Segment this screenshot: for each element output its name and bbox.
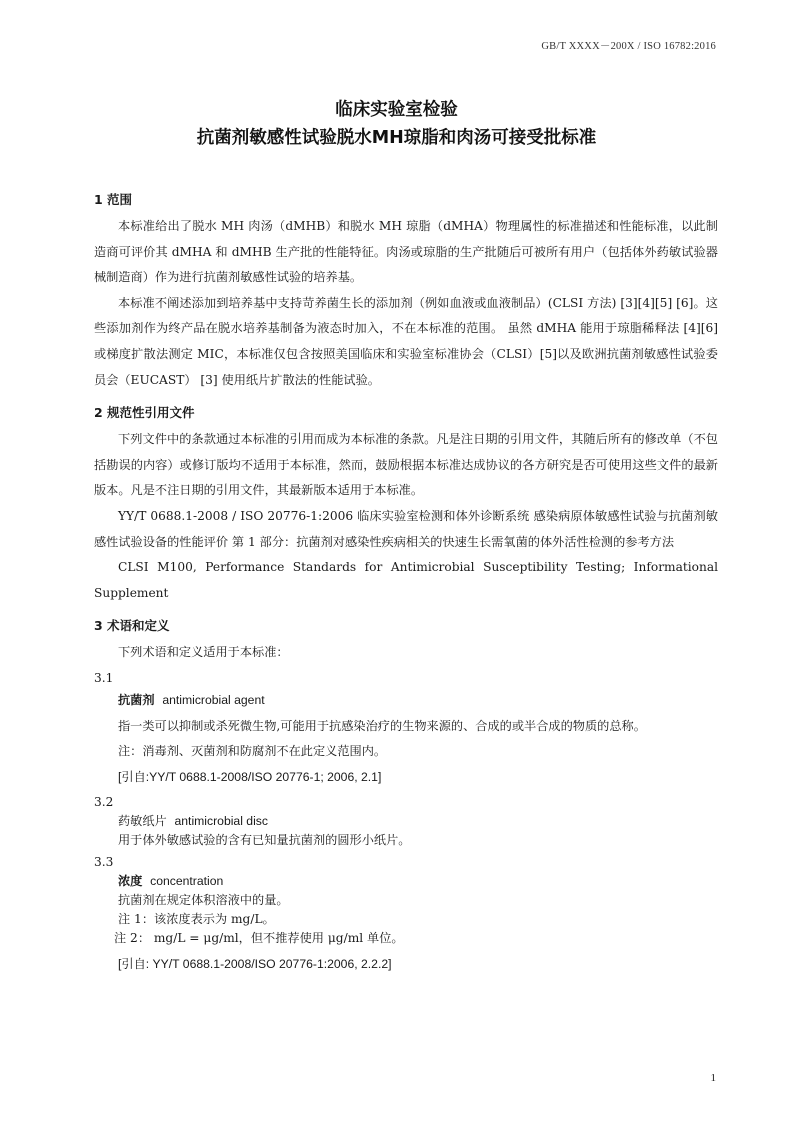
paragraph: YY/T 0688.1-2008 / ISO 20776-1:2006 临床实验室检测和体外诊断系统 感染病原体敏感性试验与抗菌剂敏感性试验设备的性能评价 第 1 部分：抗菌剂对感染性疾病相关的快速生长需氧菌的体外活性检测的参考方法 [94, 508, 718, 549]
section-heading: 1 范围 [94, 192, 133, 207]
term-entry [94, 668, 718, 790]
document-body [94, 190, 718, 988]
term-number: 3.2 [94, 795, 114, 810]
paragraph: CLSI M100, Performance Standards for Antimicrobial Susceptibility Testing; Informational Supplement [94, 560, 718, 600]
term-reference: [引自:YY/T 0688.1-2008/ISO 20776-1; 2006, 2.1] [118, 769, 382, 784]
term-note: 注 1：该浓度表示为 mg/L。 [118, 912, 275, 927]
term-definition: 抗菌剂在规定体积溶液中的量。 [118, 893, 289, 908]
paragraph: 本标准不阐述添加到培养基中支持苛养菌生长的添加剂（例如血液或血液制品）(CLSI 方法) [3][4][5] [6]。这些添加剂作为终产品在脱水培养基制备为液态时加入，不在本标准的范围。 虽然 dMHA 能用于琼脂稀释法 [4][6]或梯度扩散法测定 MIC，本标准仅包含按照美国临床和实验室标准协会（CLSI）[5]以及欧洲抗菌剂敏感性试验委员会（EUCAST） [3] 使用纸片扩散法的性能试验。 [94, 295, 718, 387]
term-number: 3.3 [94, 855, 114, 870]
document-title [0, 96, 793, 152]
term-name: 浓度 [118, 874, 143, 889]
term-definition: 指一类可以抑制或杀死微生物,可能用于抗感染治疗的生物来源的、合成的或半合成的物质的总称。 [118, 718, 646, 733]
term-number: 3.1 [94, 670, 114, 685]
term-reference: [引自: YY/T 0688.1-2008/ISO 20776-1:2006, 2.2.2] [118, 957, 392, 972]
term-english: antimicrobial agent [162, 692, 265, 707]
paragraph: 下列文件中的条款通过本标准的引用而成为本标准的条款。凡是注日期的引用文件，其随后所有的修改单（不包括勘误的内容）或修订版均不适用于本标准，然而，鼓励根据本标准达成协议的各方研究是否可使用这些文件的最新版本。凡是不注日期的引用文件，其最新版本适用于本标准。 [94, 432, 718, 498]
term-name: 药敏纸片 [118, 814, 167, 829]
term-entry [94, 792, 718, 850]
section-scope [94, 190, 718, 393]
term-note: 注：消毒剂、灭菌剂和防腐剂不在此定义范围内。 [118, 744, 387, 759]
term-title [118, 872, 718, 891]
term-entry [94, 852, 718, 978]
term-title [118, 812, 718, 831]
term-note: 注 2： mg/L = μg/ml，但不推荐使用 μg/ml 单位。 [114, 931, 404, 946]
page-number: 1 [710, 1072, 716, 1084]
section-normative-references [94, 403, 718, 606]
term-name: 抗菌剂 [118, 692, 155, 707]
term-english: antimicrobial disc [174, 814, 268, 829]
section-terms-definitions [94, 616, 718, 978]
title-line-2: 抗菌剂敏感性试验脱水MH琼脂和肉汤可接受批标准 [196, 128, 597, 148]
section-heading: 3 术语和定义 [94, 618, 170, 634]
title-line-1: 临床实验室检验 [335, 100, 458, 120]
section-heading: 2 规范性引用文件 [94, 405, 195, 421]
term-english: concentration [150, 874, 224, 889]
paragraph: 下列术语和定义适用于本标准： [118, 645, 289, 660]
term-definition: 用于体外敏感试验的含有已知量抗菌剂的圆形小纸片。 [118, 833, 411, 848]
term-title [118, 688, 718, 714]
document-header-reference: GB/T XXXX－200X / ISO 16782:2016 [541, 41, 716, 52]
paragraph: 本标准给出了脱水 MH 肉汤（dMHB）和脱水 MH 琼脂（dMHA）物理属性的标准描述和性能标准，以此制造商可评价其 dMHA 和 dMHB 生产批的性能特征。肉汤或琼脂的生产批随后可被所有用户（包括体外药敏试验器械制造商）作为进行抗菌剂敏感性试验的培养基。 [94, 219, 718, 285]
